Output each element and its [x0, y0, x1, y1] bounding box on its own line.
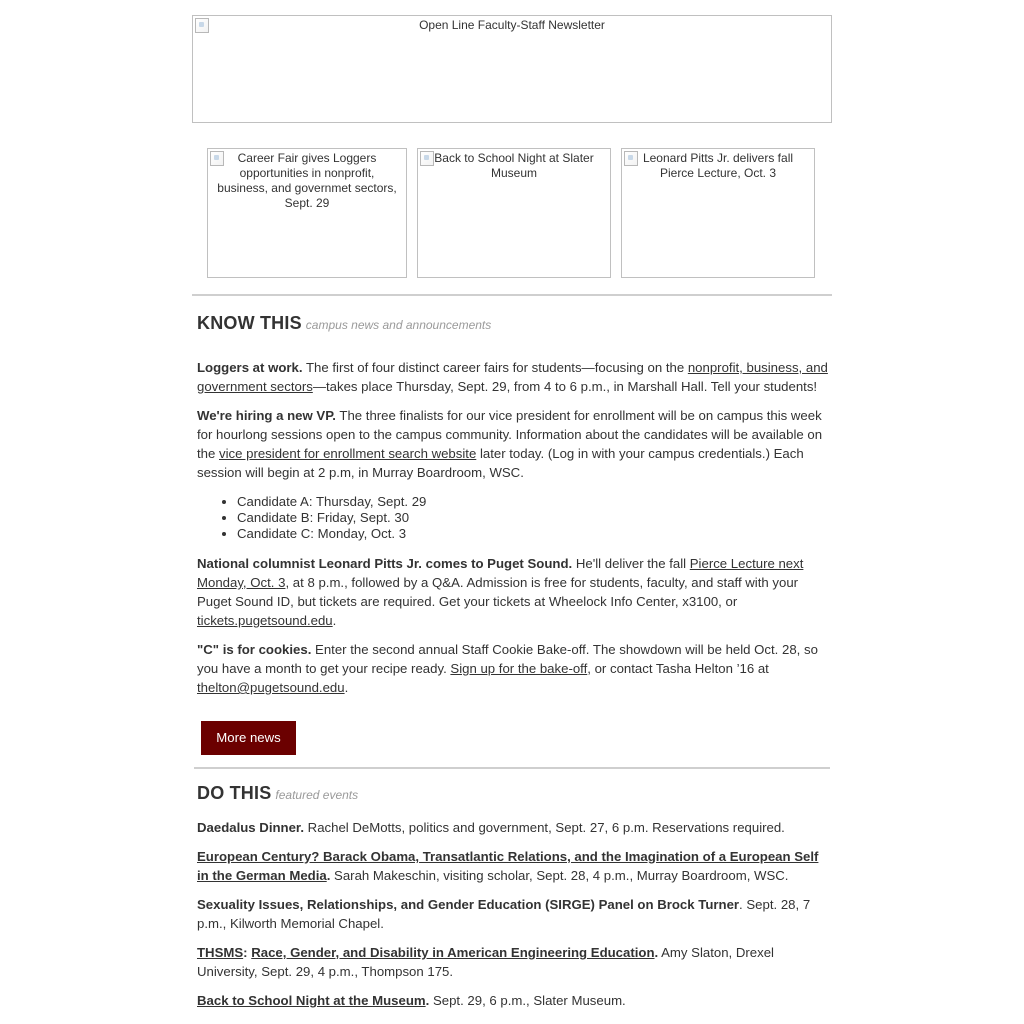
news-item-lead: National columnist Leonard Pitts Jr. comes to Puget Sound.	[197, 556, 573, 571]
do-this-heading	[197, 783, 358, 804]
event-item-text: Sept. 29, 6 p.m., Slater Museum.	[429, 993, 626, 1008]
email-link[interactable]: thelton@pugetsound.edu	[197, 680, 345, 695]
event-item-text: . Sept. 28, 7 p.m., Kilworth Memorial Chapel.	[197, 897, 811, 931]
event-item-text: Amy Slaton, Drexel University, Sept. 29, 4 p.m., Thompson 175.	[197, 945, 774, 979]
event-item-lead: .	[326, 868, 331, 883]
event-item-text: Sarah Makeschin, visiting scholar, Sept. 28, 4 p.m., Murray Boardroom, WSC.	[330, 868, 789, 883]
news-item-lead: We're hiring a new VP.	[197, 408, 336, 423]
career-fair-sectors-link[interactable]: nonprofit, business, and government sectors	[197, 360, 828, 394]
section-subtitle: campus news and announcements	[305, 318, 492, 332]
news-item-text: The first of four distinct career fairs for students—focusing on the	[302, 360, 688, 375]
event-item-lead: Sexuality Issues, Relationships, and Gender Education (SIRGE) Panel on Brock Turner	[197, 897, 740, 912]
section-title: DO THIS	[197, 783, 272, 803]
news-item-text: He'll deliver the fall	[572, 556, 690, 571]
news-item-leonard-pitts	[197, 554, 831, 630]
list-item: • Candidate A: Thursday, Sept. 29	[237, 494, 426, 510]
vp-search-website-link[interactable]: vice president for enrollment search website	[219, 446, 477, 461]
section-title: KNOW THIS	[197, 313, 302, 333]
news-item-text: Enter the second annual Staff Cookie Bake-off. The showdown will be held Oct. 28, so you have a month to get your recipe ready.	[197, 642, 818, 676]
know-this-heading	[197, 313, 491, 334]
thsms-link[interactable]: THSMS	[197, 945, 244, 960]
broken-image-icon	[420, 151, 434, 166]
event-item-european-century	[197, 847, 831, 885]
candidate-list	[197, 494, 426, 542]
broken-image-icon	[195, 18, 209, 33]
engineering-education-link[interactable]: Race, Gender, and Disability in American Engineering Education	[251, 945, 655, 960]
news-item-text: , or contact Tasha Helton ’16 at	[587, 661, 769, 676]
news-item-lead: "C" is for cookies.	[197, 642, 312, 657]
event-item-daedalus-dinner	[197, 818, 831, 837]
feature-alt-text: Leonard Pitts Jr. delivers fall Pierce Lecture, Oct. 3	[642, 151, 794, 180]
feature-image-pierce-lecture[interactable]	[621, 148, 815, 278]
feature-image-back-to-school[interactable]	[417, 148, 611, 278]
event-item-back-to-school	[197, 991, 831, 1010]
tickets-link[interactable]: tickets.pugetsound.edu	[197, 613, 333, 628]
event-item-text: Rachel DeMotts, politics and government, Sept. 27, 6 p.m. Reservations required.	[304, 820, 785, 835]
broken-image-icon	[624, 151, 638, 166]
section-divider	[194, 767, 830, 769]
list-item: • Candidate B: Friday, Sept. 30	[237, 510, 426, 526]
news-item-text: —takes place Thursday, Sept. 29, from 4 to 6 p.m., in Marshall Hall. Tell your students!	[312, 379, 818, 394]
news-item-text: later today. (Log in with your campus credentials.) Each session will begin at 2 p.m, in Murray Boardroom, WSC.	[197, 446, 804, 480]
news-item-vp-hiring	[197, 406, 831, 482]
feature-alt-text: Career Fair gives Loggers opportunities in nonprofit, business, and governmet sectors, Sept. 29	[217, 151, 397, 210]
event-item-lead: .	[425, 993, 430, 1008]
feature-alt-text: Back to School Night at Slater Museum	[434, 151, 594, 180]
section-divider	[192, 294, 832, 296]
broken-image-icon	[210, 151, 224, 166]
news-item-text: The three finalists for our vice president for enrollment will be on campus this week for hourlong sessions open to the campus community. Information about the candidates will be available on the	[197, 408, 823, 461]
banner-alt-text: Open Line Faculty-Staff Newsletter	[419, 18, 605, 32]
news-item-text: .	[332, 613, 337, 628]
news-item-text: .	[344, 680, 349, 695]
event-item-thsms	[197, 943, 831, 981]
feature-image-career-fair[interactable]	[207, 148, 407, 278]
event-item-lead: .	[654, 945, 659, 960]
event-item-lead: Daedalus Dinner.	[197, 820, 304, 835]
news-item-text: , at 8 p.m., followed by a Q&A. Admission is free for students, faculty, and staff with your Puget Sound ID, but tickets are required. Get your tickets at Wheelock Info Center, x3100, or	[197, 575, 799, 609]
european-century-link[interactable]: European Century? Barack Obama, Transatlantic Relations, and the Imagination of a European Self in the German Media	[197, 849, 819, 883]
news-item-cookie-bakeoff	[197, 640, 831, 697]
event-item-lead: :	[243, 945, 252, 960]
newsletter-banner-image[interactable]	[192, 15, 832, 123]
pierce-lecture-link[interactable]: Pierce Lecture next Monday, Oct. 3	[197, 556, 804, 590]
bakeoff-signup-link[interactable]: Sign up for the bake-off	[450, 661, 588, 676]
back-to-school-link[interactable]: Back to School Night at the Museum	[197, 993, 426, 1008]
more-news-button[interactable]: More news	[201, 721, 296, 755]
news-item-lead: Loggers at work.	[197, 360, 303, 375]
event-item-sirge-panel	[197, 895, 831, 933]
news-item-career-fair	[197, 358, 831, 396]
list-item: • Candidate C: Monday, Oct. 3	[237, 526, 426, 542]
section-subtitle: featured events	[275, 788, 359, 802]
